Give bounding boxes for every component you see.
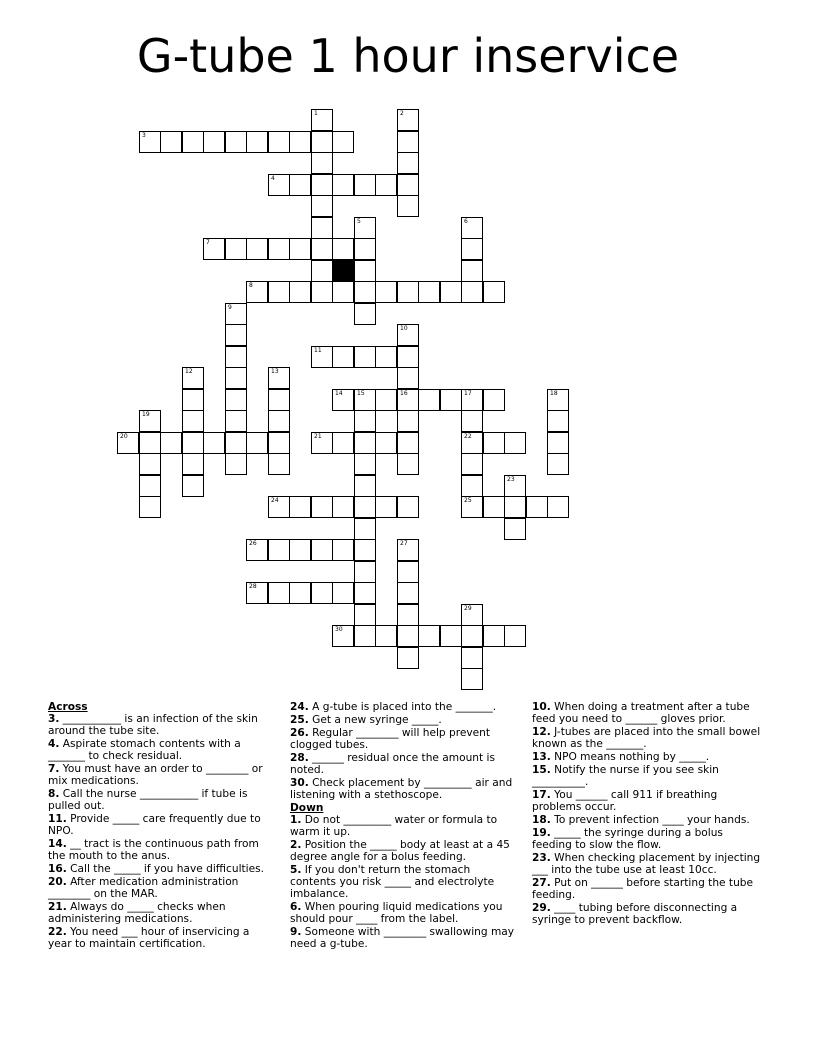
answer-cell[interactable] xyxy=(289,539,311,561)
answer-cell[interactable] xyxy=(397,539,419,561)
answer-cell[interactable] xyxy=(354,539,376,561)
answer-cell[interactable] xyxy=(139,131,161,153)
answer-cell[interactable] xyxy=(354,475,376,497)
answer-cell[interactable] xyxy=(483,281,505,303)
answer-cell[interactable] xyxy=(225,238,247,260)
clue-item xyxy=(290,752,516,776)
clue-item-text: Position the _____ body at least at a 45 degree angle for a bolus feeding. xyxy=(290,838,510,863)
clue-item-number: 11. xyxy=(48,813,67,826)
clue-item-text: Someone with ________ swallowing may need a g-tube. xyxy=(290,926,515,951)
clues-column-1 xyxy=(48,701,274,951)
answer-cell[interactable] xyxy=(182,432,204,454)
answer-cell[interactable] xyxy=(289,582,311,604)
answer-cell[interactable] xyxy=(461,238,483,260)
clue-item xyxy=(48,788,274,812)
answer-cell[interactable] xyxy=(547,410,569,432)
clue-item xyxy=(290,727,516,751)
answer-cell[interactable] xyxy=(461,475,483,497)
clue-number: 10 xyxy=(400,325,408,332)
clue-item xyxy=(532,764,762,788)
answer-cell[interactable] xyxy=(311,281,333,303)
answer-cell[interactable] xyxy=(311,432,333,454)
answer-cell[interactable] xyxy=(182,410,204,432)
answer-cell[interactable] xyxy=(160,432,182,454)
clue-item-number: 1. xyxy=(290,813,302,826)
clue-number: 3 xyxy=(142,132,146,139)
clue-item-number: 16. xyxy=(48,863,67,876)
clue-item-text: _____ the syringe during a bolus feeding to slow the flow. xyxy=(532,826,723,851)
clue-number: 9 xyxy=(228,304,232,311)
answer-cell[interactable] xyxy=(483,432,505,454)
answer-cell[interactable] xyxy=(268,281,290,303)
clue-item-number: 27. xyxy=(532,876,551,889)
answer-cell[interactable] xyxy=(354,625,376,647)
answer-cell[interactable] xyxy=(461,432,483,454)
answer-cell[interactable] xyxy=(268,389,290,411)
clue-item-number: 29. xyxy=(532,901,551,914)
answer-cell[interactable] xyxy=(268,238,290,260)
clue-number: 6 xyxy=(464,218,468,225)
answer-cell[interactable] xyxy=(461,647,483,669)
answer-cell[interactable] xyxy=(139,475,161,497)
answer-cell[interactable] xyxy=(311,539,333,561)
clue-number: 12 xyxy=(185,368,193,375)
answer-cell[interactable] xyxy=(354,260,376,282)
clue-item xyxy=(290,777,516,801)
answer-cell[interactable] xyxy=(225,410,247,432)
answer-cell[interactable] xyxy=(332,582,354,604)
answer-cell[interactable] xyxy=(203,238,225,260)
clue-number: 14 xyxy=(335,390,343,397)
answer-cell[interactable] xyxy=(397,195,419,217)
answer-cell[interactable] xyxy=(461,625,483,647)
answer-cell[interactable] xyxy=(397,604,419,626)
answer-cell[interactable] xyxy=(375,346,397,368)
clue-item xyxy=(48,876,274,900)
clue-item-number: 23. xyxy=(532,851,551,864)
answer-cell[interactable] xyxy=(246,539,268,561)
answer-cell[interactable] xyxy=(268,410,290,432)
answer-cell[interactable] xyxy=(526,496,548,518)
answer-cell[interactable] xyxy=(311,217,333,239)
clue-item xyxy=(532,827,762,851)
clue-item-number: 21. xyxy=(48,901,67,913)
clue-item xyxy=(532,814,762,826)
answer-cell[interactable] xyxy=(246,238,268,260)
across-clue-list xyxy=(48,713,274,950)
answer-cell[interactable] xyxy=(246,281,268,303)
clue-item-text: Get a new syringe _____. xyxy=(308,713,442,726)
answer-cell[interactable] xyxy=(375,496,397,518)
answer-cell[interactable] xyxy=(418,281,440,303)
clue-item-text: When doing a treatment after a tube feed you need to ______ gloves prior. xyxy=(532,701,750,726)
answer-cell[interactable] xyxy=(354,582,376,604)
clue-item-text: You need ___ hour of inservicing a year to maintain certification. xyxy=(48,926,250,951)
clue-item-number: 28. xyxy=(290,751,309,764)
clue-number: 19 xyxy=(142,411,150,418)
clue-item-text: J-tubes are placed into the small bowel known as the _______. xyxy=(532,726,761,751)
clue-number: 13 xyxy=(271,368,279,375)
answer-cell[interactable] xyxy=(547,432,569,454)
clue-item-text: Provide _____ care frequently due to NPO. xyxy=(48,813,261,838)
clue-item-number: 10. xyxy=(532,701,551,713)
clues-column-3 xyxy=(532,701,762,927)
answer-cell[interactable] xyxy=(139,453,161,475)
answer-cell[interactable] xyxy=(397,346,419,368)
clue-item-number: 20. xyxy=(48,876,67,888)
down-clue-list xyxy=(290,814,516,951)
clue-item-number: 3. xyxy=(48,713,60,726)
answer-cell[interactable] xyxy=(117,432,139,454)
answer-cell[interactable] xyxy=(461,668,483,690)
clue-item xyxy=(532,877,762,901)
clue-number: 28 xyxy=(249,583,257,590)
clue-item xyxy=(48,713,274,737)
answer-cell[interactable] xyxy=(289,174,311,196)
answer-cell[interactable] xyxy=(203,131,225,153)
answer-cell[interactable] xyxy=(504,518,526,540)
answer-cell[interactable] xyxy=(225,324,247,346)
answer-cell[interactable] xyxy=(397,496,419,518)
answer-cell[interactable] xyxy=(332,432,354,454)
answer-cell[interactable] xyxy=(483,625,505,647)
answer-cell[interactable] xyxy=(461,260,483,282)
clue-item-number: 15. xyxy=(532,763,551,776)
answer-cell[interactable] xyxy=(311,131,333,153)
clue-item-number: 9. xyxy=(290,926,302,938)
clue-item xyxy=(290,901,516,925)
clue-item-number: 12. xyxy=(532,726,551,738)
answer-cell[interactable] xyxy=(268,174,290,196)
answer-cell[interactable] xyxy=(182,131,204,153)
answer-cell[interactable] xyxy=(375,174,397,196)
answer-cell[interactable] xyxy=(397,625,419,647)
clue-number: 7 xyxy=(206,239,210,246)
clue-item xyxy=(48,813,274,837)
answer-cell[interactable] xyxy=(354,561,376,583)
clue-item-number: 17. xyxy=(532,788,551,801)
clue-item xyxy=(532,726,762,750)
clue-item xyxy=(532,701,762,725)
answer-cell[interactable] xyxy=(504,432,526,454)
answer-cell[interactable] xyxy=(354,518,376,540)
clue-item-text: Regular ________ will help prevent clogged tubes. xyxy=(290,726,491,751)
answer-cell[interactable] xyxy=(354,346,376,368)
clue-number: 23 xyxy=(507,476,515,483)
answer-cell[interactable] xyxy=(461,281,483,303)
answer-cell[interactable] xyxy=(225,131,247,153)
answer-cell[interactable] xyxy=(397,561,419,583)
answer-cell[interactable] xyxy=(483,496,505,518)
answer-cell[interactable] xyxy=(225,303,247,325)
answer-cell[interactable] xyxy=(397,582,419,604)
clue-item xyxy=(290,864,516,901)
answer-cell[interactable] xyxy=(311,582,333,604)
clue-item-text: Aspirate stomach contents with a _______ to check residual. xyxy=(48,738,241,763)
clue-number: 25 xyxy=(464,497,472,504)
answer-cell[interactable] xyxy=(504,625,526,647)
clue-item-number: 14. xyxy=(48,838,67,851)
clue-item xyxy=(48,926,274,950)
answer-cell[interactable] xyxy=(311,195,333,217)
answer-cell[interactable] xyxy=(311,152,333,174)
answer-cell[interactable] xyxy=(375,625,397,647)
answer-cell[interactable] xyxy=(203,432,225,454)
clue-item-number: 7. xyxy=(48,763,60,776)
answer-cell[interactable] xyxy=(397,432,419,454)
answer-cell[interactable] xyxy=(332,238,354,260)
clue-number: 18 xyxy=(550,390,558,397)
answer-cell[interactable] xyxy=(311,238,333,260)
answer-cell[interactable] xyxy=(397,324,419,346)
clue-number: 15 xyxy=(357,390,365,397)
answer-cell[interactable] xyxy=(268,367,290,389)
clue-item-number: 30. xyxy=(290,776,309,789)
clue-item-number: 18. xyxy=(532,813,551,826)
clue-number: 21 xyxy=(314,433,322,440)
clue-item xyxy=(290,701,516,713)
clue-item-text: ____ tubing before disconnecting a syringe to prevent backflow. xyxy=(532,901,738,926)
answer-cell[interactable] xyxy=(139,432,161,454)
answer-cell[interactable] xyxy=(418,389,440,411)
clue-item-text: You ______ call 911 if breathing problems occur. xyxy=(532,788,718,813)
clue-number: 30 xyxy=(335,626,343,633)
clue-item-text: Call the nurse ___________ if tube is pulled out. xyxy=(48,788,248,813)
answer-cell[interactable] xyxy=(354,410,376,432)
clue-number: 11 xyxy=(314,347,322,354)
answer-cell[interactable] xyxy=(311,346,333,368)
answer-cell[interactable] xyxy=(397,389,419,411)
down-heading: Down xyxy=(290,801,324,814)
answer-cell[interactable] xyxy=(268,582,290,604)
answer-cell[interactable] xyxy=(246,582,268,604)
clue-item-text: If you don't return the stomach contents you risk _____ and electrolyte imbalance. xyxy=(290,863,495,901)
answer-cell[interactable] xyxy=(332,174,354,196)
answer-cell[interactable] xyxy=(504,496,526,518)
answer-cell[interactable] xyxy=(461,410,483,432)
clue-item xyxy=(48,763,274,787)
clue-number: 24 xyxy=(271,497,279,504)
answer-cell[interactable] xyxy=(375,389,397,411)
answer-cell[interactable] xyxy=(311,260,333,282)
answer-cell[interactable] xyxy=(268,539,290,561)
answer-cell[interactable] xyxy=(332,346,354,368)
clue-item-text: ___________ is an infection of the skin around the tube site. xyxy=(48,713,258,738)
clue-item-text: A g-tube is placed into the _______. xyxy=(308,701,497,713)
answer-cell[interactable] xyxy=(354,303,376,325)
answer-cell[interactable] xyxy=(354,604,376,626)
answer-cell[interactable] xyxy=(160,131,182,153)
clue-item-number: 24. xyxy=(290,701,309,713)
answer-cell[interactable] xyxy=(182,475,204,497)
answer-cell[interactable] xyxy=(397,109,419,131)
clue-item-text: ______ residual once the amount is noted. xyxy=(290,751,496,776)
answer-cell[interactable] xyxy=(289,131,311,153)
answer-cell[interactable] xyxy=(397,367,419,389)
answer-cell[interactable] xyxy=(354,174,376,196)
clue-item xyxy=(290,926,516,950)
clue-number: 27 xyxy=(400,540,408,547)
black-square xyxy=(332,260,354,282)
clue-item-text: Notify the nurse if you see skin __________. xyxy=(532,763,719,788)
clue-item xyxy=(532,789,762,813)
clue-item-number: 4. xyxy=(48,738,60,751)
clue-number: 4 xyxy=(271,175,275,182)
answer-cell[interactable] xyxy=(397,152,419,174)
answer-cell[interactable] xyxy=(375,281,397,303)
answer-cell[interactable] xyxy=(354,389,376,411)
answer-cell[interactable] xyxy=(311,109,333,131)
clue-item xyxy=(532,751,762,763)
answer-cell[interactable] xyxy=(397,453,419,475)
clue-item xyxy=(48,838,274,862)
clue-number: 22 xyxy=(464,433,472,440)
clue-item-text: To prevent infection ____ your hands. xyxy=(550,813,750,826)
clue-item-text: Do not _________ water or formula to warm it up. xyxy=(290,813,498,838)
answer-cell[interactable] xyxy=(547,496,569,518)
answer-cell[interactable] xyxy=(225,453,247,475)
clue-number: 16 xyxy=(400,390,408,397)
answer-cell[interactable] xyxy=(461,604,483,626)
answer-cell[interactable] xyxy=(332,496,354,518)
answer-cell[interactable] xyxy=(397,281,419,303)
answer-cell[interactable] xyxy=(311,496,333,518)
clues-column-2 xyxy=(290,701,516,951)
answer-cell[interactable] xyxy=(375,432,397,454)
clue-item xyxy=(48,738,274,762)
answer-cell[interactable] xyxy=(225,432,247,454)
answer-cell[interactable] xyxy=(504,475,526,497)
answer-cell[interactable] xyxy=(461,217,483,239)
answer-cell[interactable] xyxy=(289,281,311,303)
clue-item-number: 6. xyxy=(290,901,302,913)
answer-cell[interactable] xyxy=(289,496,311,518)
clue-item-number: 8. xyxy=(48,788,60,801)
answer-cell[interactable] xyxy=(461,496,483,518)
answer-cell[interactable] xyxy=(225,389,247,411)
answer-cell[interactable] xyxy=(354,281,376,303)
down-clue-list-continued xyxy=(532,701,762,926)
answer-cell[interactable] xyxy=(332,625,354,647)
clue-item-number: 26. xyxy=(290,726,309,739)
answer-cell[interactable] xyxy=(418,625,440,647)
answer-cell[interactable] xyxy=(397,174,419,196)
clue-item-number: 19. xyxy=(532,826,551,839)
clue-number: 17 xyxy=(464,390,472,397)
clue-item xyxy=(290,814,516,838)
answer-cell[interactable] xyxy=(461,453,483,475)
answer-cell[interactable] xyxy=(332,389,354,411)
answer-cell[interactable] xyxy=(332,539,354,561)
answer-cell[interactable] xyxy=(289,238,311,260)
answer-cell[interactable] xyxy=(246,131,268,153)
answer-cell[interactable] xyxy=(354,238,376,260)
answer-cell[interactable] xyxy=(483,389,505,411)
answer-cell[interactable] xyxy=(139,496,161,518)
clue-number: 1 xyxy=(314,110,318,117)
answer-cell[interactable] xyxy=(225,367,247,389)
clue-item-text: You must have an order to ________ or mix medications. xyxy=(48,763,263,788)
answer-cell[interactable] xyxy=(397,131,419,153)
clue-number: 26 xyxy=(249,540,257,547)
answer-cell[interactable] xyxy=(440,625,462,647)
answer-cell[interactable] xyxy=(332,131,354,153)
clue-item xyxy=(532,902,762,926)
answer-cell[interactable] xyxy=(268,496,290,518)
answer-cell[interactable] xyxy=(225,346,247,368)
clue-number: 29 xyxy=(464,605,472,612)
clue-item-text: When pouring liquid medications you should pour ____ from the label. xyxy=(290,901,503,926)
answer-cell[interactable] xyxy=(397,647,419,669)
answer-cell[interactable] xyxy=(440,389,462,411)
answer-cell[interactable] xyxy=(332,281,354,303)
clue-item-text: Call the _____ if you have difficulties. xyxy=(66,863,265,876)
clue-item-text: After medication administration ________ on the MAR. xyxy=(48,876,239,901)
clue-item xyxy=(290,839,516,863)
clue-item-number: 22. xyxy=(48,926,67,938)
answer-cell[interactable] xyxy=(354,496,376,518)
clue-item-text: Always do _____ checks when administering medications. xyxy=(48,901,226,926)
answer-cell[interactable] xyxy=(547,389,569,411)
answer-cell[interactable] xyxy=(354,432,376,454)
answer-cell[interactable] xyxy=(182,389,204,411)
answer-cell[interactable] xyxy=(182,367,204,389)
clue-item xyxy=(532,852,762,876)
clue-item-text: Check placement by _________ air and listening with a stethoscope. xyxy=(290,776,513,801)
clue-item-text: __ tract is the continuous path from the mouth to the anus. xyxy=(48,838,259,863)
answer-cell[interactable] xyxy=(268,453,290,475)
clue-item xyxy=(48,863,274,875)
answer-cell[interactable] xyxy=(268,131,290,153)
answer-cell[interactable] xyxy=(182,453,204,475)
clue-number: 5 xyxy=(357,218,361,225)
across-clue-list-continued xyxy=(290,701,516,801)
clue-item-number: 25. xyxy=(290,713,309,726)
clue-item-number: 2. xyxy=(290,838,302,851)
clue-item xyxy=(48,901,274,925)
clue-number: 8 xyxy=(249,282,253,289)
clue-item-text: Put on ______ before starting the tube feeding. xyxy=(532,876,754,901)
clue-item-text: When checking placement by injecting ___ into the tube use at least 10cc. xyxy=(532,851,761,876)
clue-item xyxy=(290,714,516,726)
answer-cell[interactable] xyxy=(461,389,483,411)
answer-cell[interactable] xyxy=(547,453,569,475)
answer-cell[interactable] xyxy=(246,432,268,454)
clue-item-number: 13. xyxy=(532,751,551,763)
answer-cell[interactable] xyxy=(354,217,376,239)
answer-cell[interactable] xyxy=(311,174,333,196)
answer-cell[interactable] xyxy=(440,281,462,303)
clue-item-text: NPO means nothing by _____. xyxy=(550,751,710,763)
answer-cell[interactable] xyxy=(397,410,419,432)
answer-cell[interactable] xyxy=(354,453,376,475)
clue-number: 2 xyxy=(400,110,404,117)
answer-cell[interactable] xyxy=(268,432,290,454)
clue-number: 20 xyxy=(120,433,128,440)
answer-cell[interactable] xyxy=(139,410,161,432)
clue-item-number: 5. xyxy=(290,863,302,876)
page-title: G-tube 1 hour inservice xyxy=(136,29,680,83)
across-heading: Across xyxy=(48,701,88,713)
